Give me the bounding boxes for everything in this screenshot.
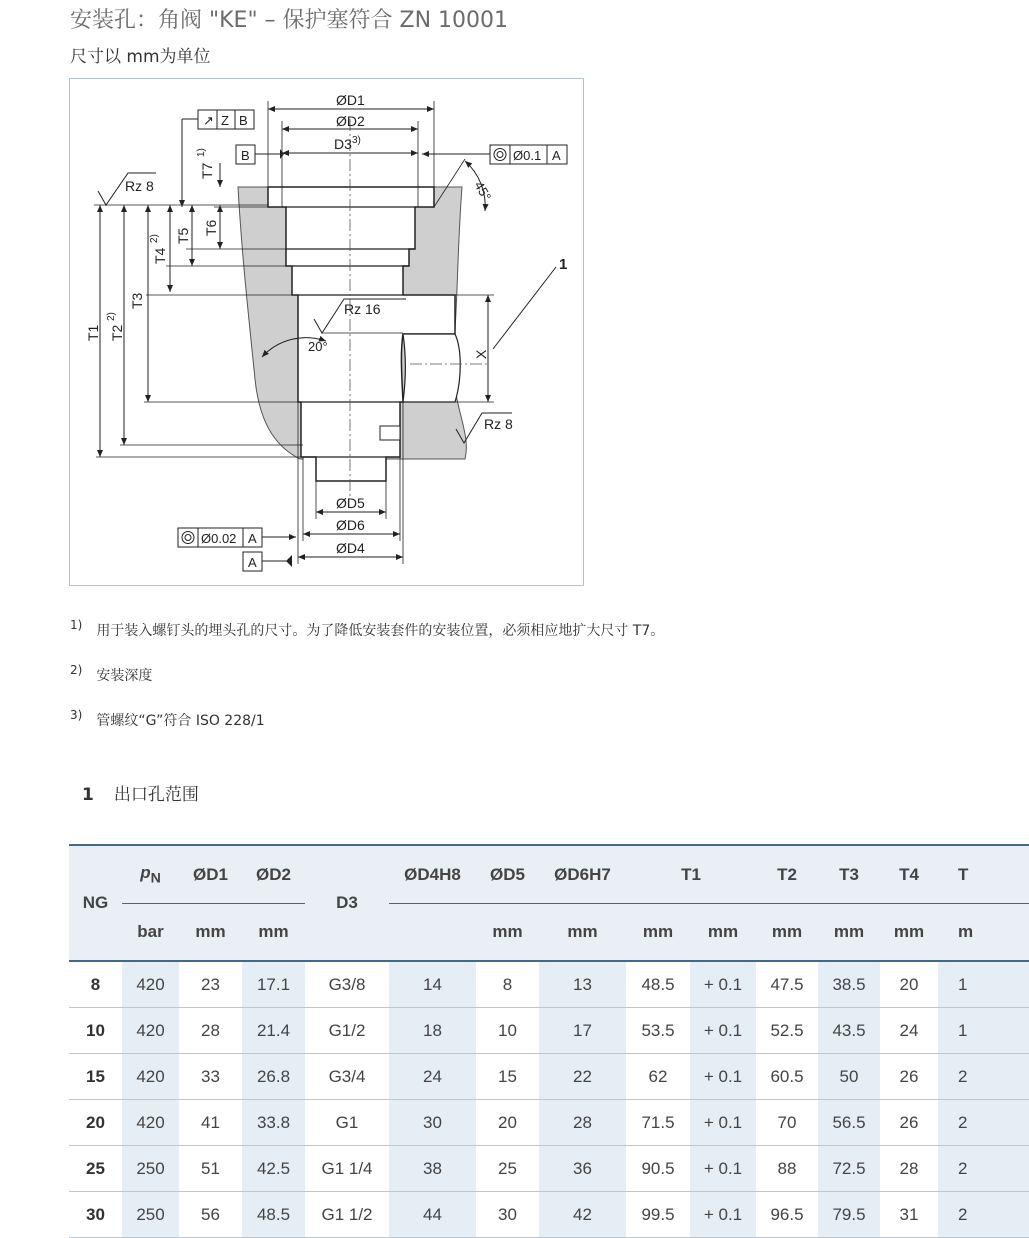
legend-item-1: 1 出口孔范围 <box>82 785 199 805</box>
cell-t3: 72.5 <box>818 1146 880 1192</box>
col-t4: T4 <box>880 845 938 904</box>
cell-d1: 51 <box>179 1146 242 1192</box>
svg-text:T3: T3 <box>129 292 145 309</box>
svg-text:2): 2) <box>149 234 160 243</box>
table-row <box>69 1192 1029 1238</box>
cell-pn: 250 <box>122 1146 179 1192</box>
col-t5: T <box>938 845 1029 904</box>
cell-t1: 62 <box>626 1054 690 1100</box>
table-row <box>69 1146 1029 1192</box>
cell-tol: + 0.1 <box>690 1008 756 1054</box>
cell-t1: 48.5 <box>626 961 690 1008</box>
cell-tol: + 0.1 <box>690 961 756 1008</box>
col-d2: ØD2 <box>242 845 305 904</box>
cell-d3: G1 1/4 <box>305 1146 389 1192</box>
cell-ng: 10 <box>69 1008 122 1054</box>
svg-text:1: 1 <box>559 256 568 273</box>
col-d4: ØD4H8 <box>389 845 476 904</box>
cell-t4: 28 <box>880 1146 938 1192</box>
svg-text:Ø0.02: Ø0.02 <box>201 531 237 546</box>
cell-ng: 25 <box>69 1146 122 1192</box>
cell-d6: 28 <box>539 1100 626 1146</box>
cell-t4: 20 <box>880 961 938 1008</box>
cell-d5: 30 <box>476 1192 539 1238</box>
dimensions-table: NG $p_N$ ØD1 ØD2 D3 ØD4H8 ØD5 ØD6H7 T1 T2 T3 T4 T bar mm mm mm mm mm mm mm mm mm m 8 420 23 17.1 G3/8 14 8 13 48.5 + 0.1 47.5 38.5 20 1 10 420 28 21.4 G1/2 18 10 17 53.5 + 0.1 52.5 43.5 24 1 15 420 33 26.8 G3/4 24 15 22 62 + 0.1 60.5 50 26 2 20 420 41 33.8 G1 30 20 28 71.5 + 0.1 70 56.5 26 2 25 250 51 42.5 G1 1/4 38 25 36 90.5 + 0.1 88 72.5 28 2 30 250 56 48.5 G1 1/2 44 30 42 99.5 + 0.1 96.5 79.5 31 2 <box>69 844 1029 1238</box>
cell-d4: 30 <box>389 1100 476 1146</box>
svg-text:ØD5: ØD5 <box>336 495 365 511</box>
svg-text:T7: T7 <box>199 162 215 179</box>
cell-t5: 2 <box>938 1100 1029 1146</box>
cell-d4: 18 <box>389 1008 476 1054</box>
col-d1: ØD1 <box>179 845 242 904</box>
cell-t3: 79.5 <box>818 1192 880 1238</box>
table-row <box>69 1008 1029 1054</box>
cell-pn: 250 <box>122 1192 179 1238</box>
cell-t1: 90.5 <box>626 1146 690 1192</box>
page-title: 安装孔：角阀 "KE" – 保护塞符合 ZN 10001 <box>70 8 509 33</box>
col-ng: NG <box>69 845 122 961</box>
cell-d5: 20 <box>476 1100 539 1146</box>
svg-text:A: A <box>552 148 561 163</box>
cell-tol: + 0.1 <box>690 1100 756 1146</box>
cell-d2: 42.5 <box>242 1146 305 1192</box>
cell-d6: 42 <box>539 1192 626 1238</box>
cell-d3: G1/2 <box>305 1008 389 1054</box>
col-d6: ØD6H7 <box>539 845 626 904</box>
cell-d2: 26.8 <box>242 1054 305 1100</box>
cell-t1: 99.5 <box>626 1192 690 1238</box>
cell-d1: 41 <box>179 1100 242 1146</box>
svg-text:ØD6: ØD6 <box>336 517 365 533</box>
svg-text:20°: 20° <box>308 339 328 354</box>
technical-drawing <box>69 78 584 586</box>
cell-ng: 20 <box>69 1100 122 1146</box>
svg-text:X: X <box>473 349 489 359</box>
cell-t5: 1 <box>938 961 1029 1008</box>
svg-text:T6: T6 <box>203 219 219 236</box>
cell-d1: 33 <box>179 1054 242 1100</box>
cell-tol: + 0.1 <box>690 1192 756 1238</box>
table-row <box>69 1054 1029 1100</box>
table-row <box>69 961 1029 1008</box>
svg-text:T5: T5 <box>175 227 191 244</box>
cell-t2: 52.5 <box>756 1008 818 1054</box>
cell-pn: 420 <box>122 1054 179 1100</box>
label-d1: ØD1 <box>336 92 365 108</box>
cell-pn: 420 <box>122 1100 179 1146</box>
cell-d5: 10 <box>476 1008 539 1054</box>
cell-d6: 13 <box>539 961 626 1008</box>
svg-text:T4: T4 <box>152 247 168 264</box>
cell-d1: 23 <box>179 961 242 1008</box>
cell-t5: 2 <box>938 1054 1029 1100</box>
cell-d5: 15 <box>476 1054 539 1100</box>
cell-ng: 8 <box>69 961 122 1008</box>
cell-t1: 53.5 <box>626 1008 690 1054</box>
cell-t3: 43.5 <box>818 1008 880 1054</box>
cell-t1: 71.5 <box>626 1100 690 1146</box>
cell-d3: G1 <box>305 1100 389 1146</box>
cell-d3: G3/8 <box>305 961 389 1008</box>
col-t3: T3 <box>818 845 880 904</box>
col-t2: T2 <box>756 845 818 904</box>
table-row <box>69 1100 1029 1146</box>
col-pn: $p_N$ <box>122 845 179 904</box>
svg-text:Rz 8: Rz 8 <box>125 178 154 194</box>
cell-d5: 8 <box>476 961 539 1008</box>
svg-text:Rz 8: Rz 8 <box>484 416 513 432</box>
cell-d4: 38 <box>389 1146 476 1192</box>
cell-t5: 1 <box>938 1008 1029 1054</box>
cell-t5: 2 <box>938 1192 1029 1238</box>
cell-t3: 38.5 <box>818 961 880 1008</box>
cell-d3: G3/4 <box>305 1054 389 1100</box>
col-d3: D3 <box>305 845 389 961</box>
cell-d4: 44 <box>389 1192 476 1238</box>
cell-d6: 36 <box>539 1146 626 1192</box>
svg-text:A: A <box>248 531 257 546</box>
cell-d6: 22 <box>539 1054 626 1100</box>
cell-d4: 14 <box>389 961 476 1008</box>
svg-text:45°: 45° <box>471 178 495 204</box>
cell-tol: + 0.1 <box>690 1146 756 1192</box>
cell-d6: 17 <box>539 1008 626 1054</box>
svg-text:A: A <box>248 555 257 570</box>
col-t1: T1 <box>626 845 756 904</box>
svg-text:1): 1) <box>196 148 207 157</box>
cell-t2: 88 <box>756 1146 818 1192</box>
cell-d1: 28 <box>179 1008 242 1054</box>
cell-t4: 26 <box>880 1054 938 1100</box>
cell-d2: 21.4 <box>242 1008 305 1054</box>
footnote-1: $^{1)}$ 用于装入螺钉头的埋头孔的尺寸。为了降低安装套件的安装位置，必须相应地扩大尺寸 T7。 <box>70 618 665 639</box>
cell-t4: 31 <box>880 1192 938 1238</box>
cell-d2: 48.5 <box>242 1192 305 1238</box>
cell-t2: 96.5 <box>756 1192 818 1238</box>
svg-text:↗: ↗ <box>203 113 214 128</box>
cell-tol: + 0.1 <box>690 1054 756 1100</box>
svg-text:B: B <box>239 113 248 128</box>
cell-d5: 25 <box>476 1146 539 1192</box>
cell-d3: G1 1/2 <box>305 1192 389 1238</box>
cell-d1: 56 <box>179 1192 242 1238</box>
svg-text:Rz 16: Rz 16 <box>344 301 381 317</box>
svg-text:Ø0.1: Ø0.1 <box>513 148 542 163</box>
label-d2: ØD2 <box>336 113 365 129</box>
svg-text:ØD4: ØD4 <box>336 540 365 556</box>
cell-t2: 70 <box>756 1100 818 1146</box>
cell-t4: 24 <box>880 1008 938 1054</box>
cell-ng: 30 <box>69 1192 122 1238</box>
page-subtitle: 尺寸以 mm为单位 <box>70 47 211 67</box>
svg-text:T2: T2 <box>109 324 125 341</box>
footnote-3: $^{3)}$ 管螺纹“G”符合 ISO 228/1 <box>70 708 265 729</box>
cell-pn: 420 <box>122 1008 179 1054</box>
cell-d2: 17.1 <box>242 961 305 1008</box>
svg-text:Z: Z <box>221 113 229 128</box>
cell-t2: 60.5 <box>756 1054 818 1100</box>
label-d3: D3 <box>334 136 352 152</box>
cell-t3: 50 <box>818 1054 880 1100</box>
col-d5: ØD5 <box>476 845 539 904</box>
cell-t5: 2 <box>938 1146 1029 1192</box>
svg-text:B: B <box>241 148 250 163</box>
cell-d4: 24 <box>389 1054 476 1100</box>
cell-ng: 15 <box>69 1054 122 1100</box>
svg-text:3): 3) <box>352 135 361 146</box>
svg-text:2): 2) <box>106 312 117 321</box>
footnote-2: $^{2)}$ 安装深度 <box>70 663 153 684</box>
cell-pn: 420 <box>122 961 179 1008</box>
cell-t4: 26 <box>880 1100 938 1146</box>
cell-t2: 47.5 <box>756 961 818 1008</box>
cell-d2: 33.8 <box>242 1100 305 1146</box>
cell-t3: 56.5 <box>818 1100 880 1146</box>
svg-text:T1: T1 <box>85 324 101 341</box>
